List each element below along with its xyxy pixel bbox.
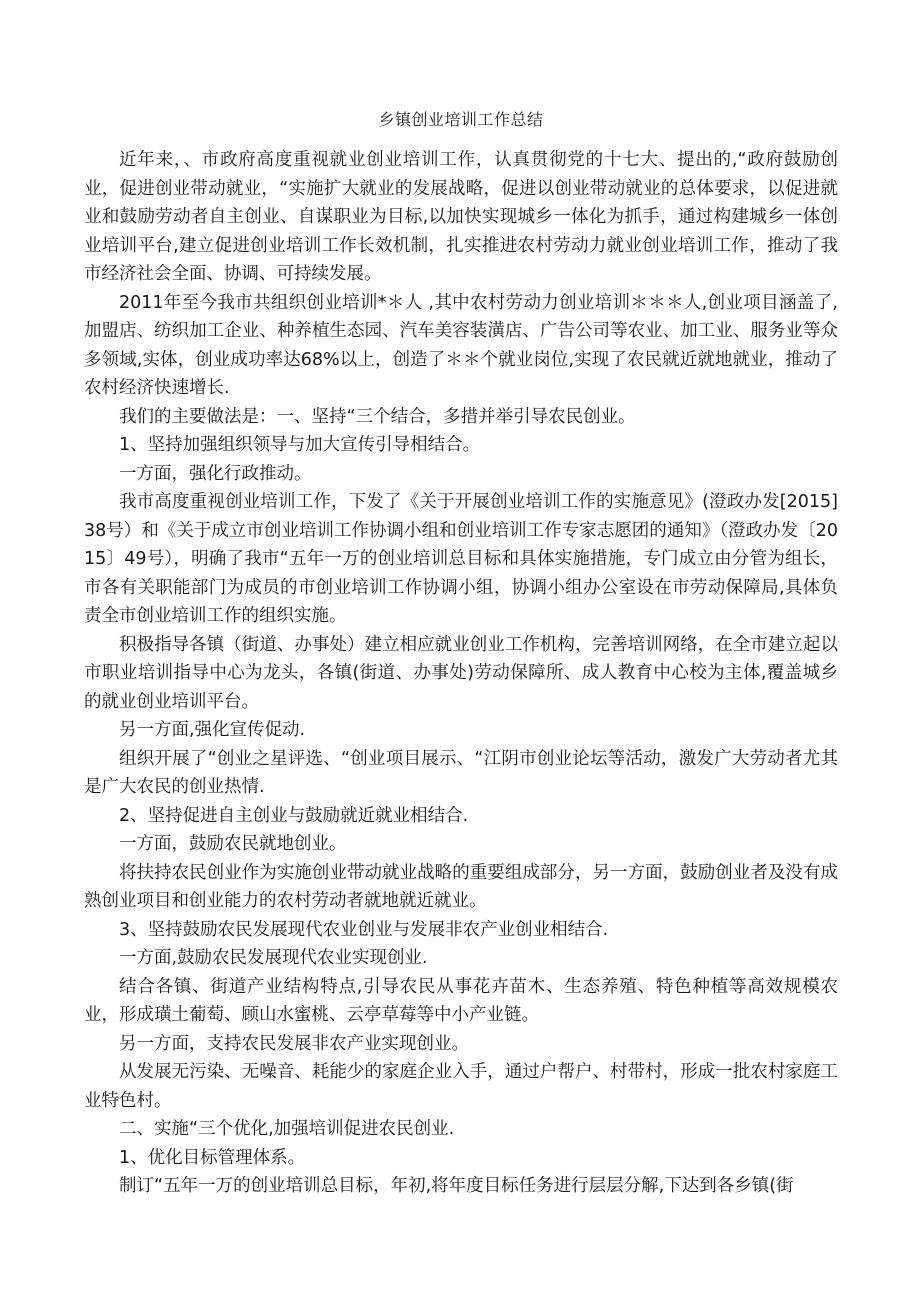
paragraph-admin-push: 一方面，强化行政推动。 — [119, 463, 312, 484]
paragraph-intro: 近年来，、市政府高度重视就业创业培训工作，认真贯彻党的十七大、提出的,“政府鼓励创业，促进创业带动就业，“实施扩大就业的发展战略，促进以创业带动就业的总体要求，以促进就业和鼓励劳动者自主创业、自谋职业为目标,以加快实现城乡一体化为抓手，通过构建城乡一体创业培训平台,建立促进创业培训工作长效机制，扎实推进农村劳动力就业创业培训工作，推动了我市经济社会全面、协调、可持续发展。 — [84, 150, 838, 284]
paragraph-policy-docs: 我市高度重视创业培训工作，下发了《关于开展创业培训工作的实施意见》(澄政办发[2015]38号）和《关于成立市创业培训工作协调小组和创业培训工作专家志愿团的通知》（澄政办发〔2015〕49号），明确了我市“五年一万的创业培训总目标和具体实施措施，专门成立由分管为组长，市各有关职能部门为成员的市创业培训工作协调小组，协调小组办公室设在市劳动保障局,具体负责全市创业培训工作的组织实施。 — [84, 492, 838, 626]
paragraph-main-approach: 我们的主要做法是：一、坚持“三个结合，多措并举引导农民创业。 — [119, 406, 636, 427]
paragraph-heading-1: 1、坚持加强组织领导与加大宣传引导相结合。 — [119, 435, 481, 455]
paragraph-local-startup: 一方面，鼓励农民就地创业。 — [119, 834, 347, 854]
document-page — [84, 104, 838, 1201]
paragraph-heading-2: 2、坚持促进自主创业与鼓励就近就业相结合. — [119, 805, 469, 826]
paragraph-support-farmers: 将扶持农民创业作为实施创业带动就业战略的重要组成部分，另一方面，鼓励创业者及没有成熟创业项目和创业能力的农村劳动者就地就近就业。 — [84, 862, 838, 911]
paragraph-publicity: 另一方面,强化宣传促动. — [119, 720, 306, 740]
paragraph-training-network: 积极指导各镇（街道、办事处）建立相应就业创业工作机构，完善培训网络，在全市建立起以市职业培训指导中心为龙头，各镇(街道、办事处)劳动保障所、成人教育中心校为主体,覆盖城乡的就业创业培训平台。 — [84, 634, 838, 712]
paragraph-family-enterprise: 从发展无污染、无噪音、耗能少的家庭企业入手，通过户帮户、村带村，形成一批农村家庭工业特色村。 — [84, 1062, 838, 1111]
paragraph-industry-chain: 结合各镇、街道产业结构特点,引导农民从事花卉苗木、生态养殖、特色种植等高效规模农业，形成璜土葡萄、顾山水蜜桃、云亭草莓等中小产业链。 — [84, 976, 838, 1025]
paragraph-modern-agriculture: 一方面,鼓励农民发展现代农业实现创业. — [119, 948, 428, 968]
paragraph-section-two: 二、实施“三个优化,加强培训促进农民创业. — [119, 1119, 455, 1139]
paragraph-statistics: 2011年至今我市共组织创业培训*＊人 ,其中农村劳动力创业培训＊＊＊人,创业项目涵盖了,加盟店、纺织加工企业、种养植生态园、汽车美容装潢店、广告公司等农业、加工业、服务业等众多领域,实体，创业成功率达68%以上，创造了＊＊个就业岗位,实现了农民就近就地就业，推动了农村经济快速增长. — [84, 292, 838, 398]
paragraph-annual-goals: 制订“五年一万的创业培训总目标，年初,将年度目标任务进行层层分解,下达到各乡镇(街 — [119, 1176, 794, 1196]
paragraph-heading-3: 3、坚持鼓励农民发展现代农业创业与发展非农产业创业相结合. — [119, 919, 609, 940]
paragraph-target-system: 1、优化目标管理体系。 — [119, 1147, 306, 1168]
document-title: 乡镇创业培训工作总结 — [378, 110, 544, 129]
paragraph-activities: 组织开展了“创业之星评选、“创业项目展示、“江阴市创业论坛等活动，激发广大劳动者尤其是广大农民的创业热情. — [84, 748, 838, 797]
paragraph-non-agriculture: 另一方面，支持农民发展非农产业实现创业。 — [119, 1033, 469, 1054]
